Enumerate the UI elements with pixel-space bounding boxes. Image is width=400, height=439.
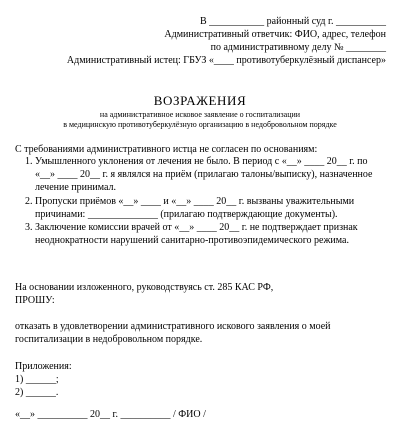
objection-list: [15, 155, 390, 247]
document-title: ВОЗРАЖЕНИЯ: [153, 93, 247, 108]
appendix-label: Приложения:: [15, 361, 72, 372]
court-line: В ___________ районный суд г. __________: [200, 16, 386, 27]
intro-text: С требованиями административного истца не согласен по основаниям:: [15, 144, 318, 155]
request-heading: ПРОШУ:: [15, 295, 55, 306]
case-number-line: по административному делу № ________: [210, 42, 386, 53]
defendant-line: Административный ответчик: ФИО, адрес, телефон: [164, 29, 386, 40]
subtitle-line-1: на административное исковое заявление о госпитализации: [99, 110, 301, 119]
plaintiff-line: Административный истец: ГБУЗ «____ противотуберкулёзный диспансер»: [66, 55, 386, 66]
objection-item-1: 1. Умышленного уклонения от лечения не было. В период с «__» ____ 20__ г. по «__» ____ 20__ г. я являлся на приём (прилагаю талоны/выписку), назначенное лечение принимал.: [35, 155, 390, 195]
appendix-item-2: 2) ______.: [15, 387, 59, 398]
signature-line: «__» __________ 20__ г. __________ / ФИО /: [15, 409, 206, 420]
objection-item-2: 2. Пропуски приёмов «__» ____ и «__» ____ 20__ г. вызваны уважительными причинами: ______________ (прилагаю подтверждающие документы).: [35, 195, 390, 221]
objection-item-3: 3. Заключение комиссии врачей от «__» ____ 20__ г. не подтверждает признак неоднократности нарушений санитарно-противоэпидемического режима.: [35, 221, 390, 247]
subtitle-line-2: в медицинскую противотуберкулёзную организацию в недобровольном порядке: [63, 120, 337, 129]
refusal-request: отказать в удовлетворении административного искового заявления о моей госпитализации в недобровольном порядке.: [15, 321, 331, 346]
legal-basis: На основании изложенного, руководствуясь ст. 285 КАС РФ,: [15, 282, 274, 293]
appendix-item-1: 1) ______;: [15, 374, 59, 385]
